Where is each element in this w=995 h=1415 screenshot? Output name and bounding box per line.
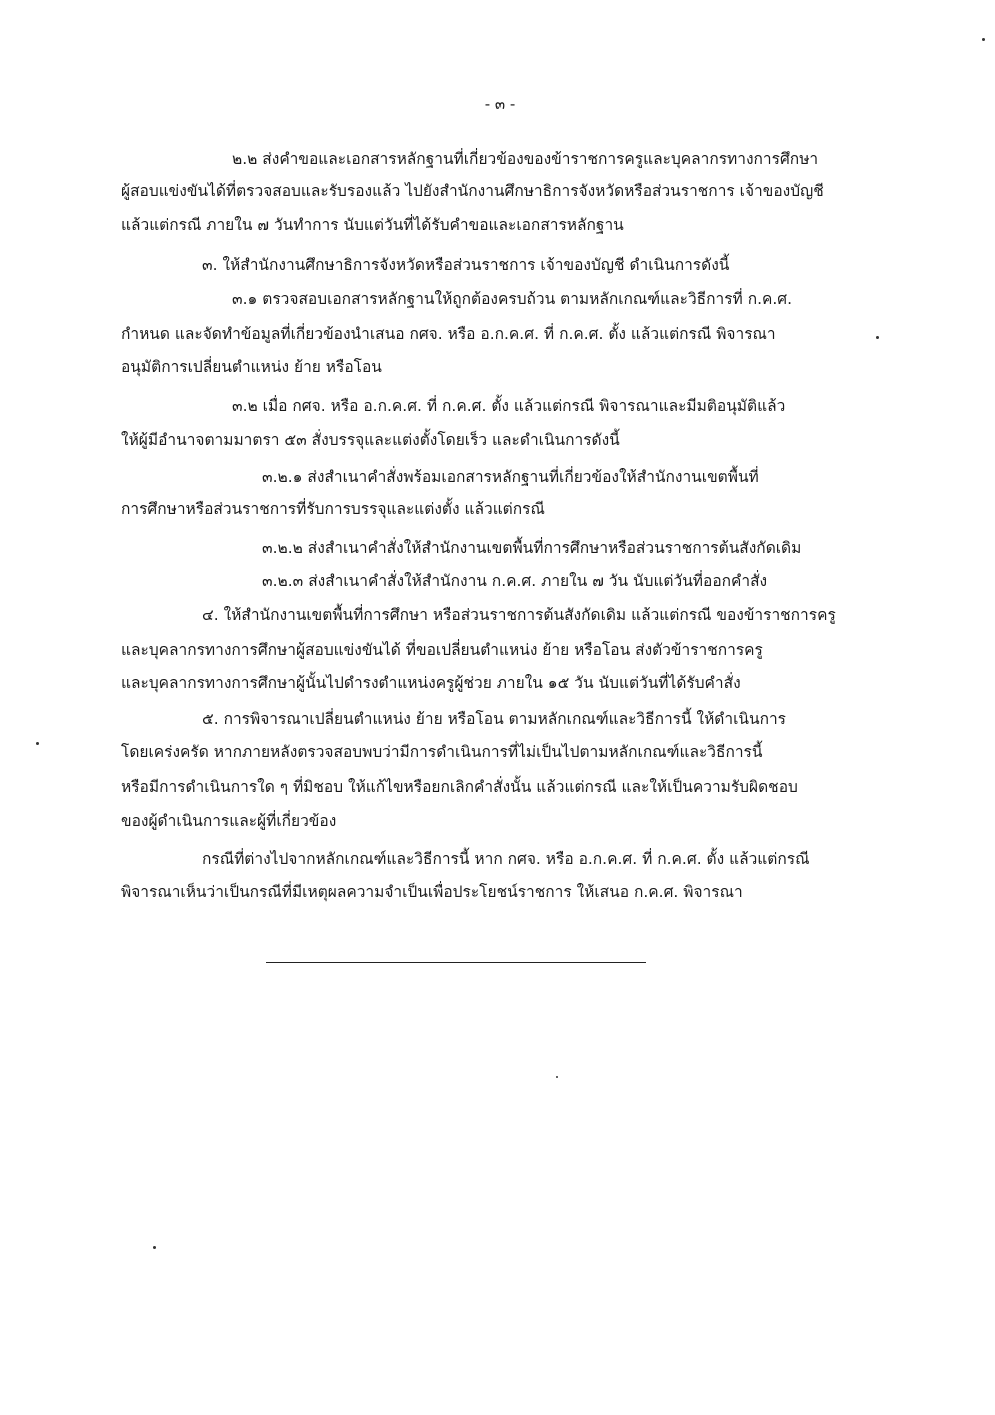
text-line: ๔. ให้สำนักงานเขตพื้นที่การศึกษา หรือส่วนราชการต้นสังกัดเดิม แล้วแต่กรณี ของข้าราชการครู bbox=[202, 606, 836, 624]
text-line: ๓.๒.๑ ส่งสำเนาคำสั่งพร้อมเอกสารหลักฐานที่เกี่ยวข้องให้สำนักงานเขตพื้นที่ bbox=[262, 468, 759, 486]
scan-speck bbox=[982, 38, 985, 41]
scan-speck bbox=[556, 1076, 558, 1078]
text-line: พิจารณาเห็นว่าเป็นกรณีที่มีเหตุผลความจำเป็นเพื่อประโยชน์ราชการ ให้เสนอ ก.ค.ศ. พิจารณา bbox=[121, 883, 743, 901]
text-line: ๕. การพิจารณาเปลี่ยนตำแหน่ง ย้าย หรือโอน ตามหลักเกณฑ์และวิธีการนี้ ให้ดำเนินการ bbox=[202, 710, 786, 728]
text-line: แล้วแต่กรณี ภายใน ๗ วันทำการ นับแต่วันที่ได้รับคำขอและเอกสารหลักฐาน bbox=[121, 216, 624, 234]
text-line: ๓.๒ เมื่อ กศจ. หรือ อ.ก.ค.ศ. ที่ ก.ค.ศ. ตั้ง แล้วแต่กรณี พิจารณาและมีมติอนุมัติแล้ว bbox=[232, 397, 786, 415]
text-line: อนุมัติการเปลี่ยนตำแหน่ง ย้าย หรือโอน bbox=[121, 358, 382, 376]
text-line: ๒.๒ ส่งคำขอและเอกสารหลักฐานที่เกี่ยวข้องของข้าราชการครูและบุคลากรทางการศึกษา bbox=[232, 150, 819, 168]
text-line: หรือมีการดำเนินการใด ๆ ที่มิชอบ ให้แก้ไขหรือยกเลิกคำสั่งนั้น แล้วแต่กรณี และให้เป็นความรับผิดชอบ bbox=[121, 778, 798, 796]
scan-speck bbox=[876, 336, 879, 339]
text-line: ของผู้ดำเนินการและผู้ที่เกี่ยวข้อง bbox=[121, 812, 337, 830]
text-line: กำหนด และจัดทำข้อมูลที่เกี่ยวข้องนำเสนอ กศจ. หรือ อ.ก.ค.ศ. ที่ ก.ค.ศ. ตั้ง แล้วแต่กรณี พิจารณา bbox=[121, 325, 776, 343]
text-line: ให้ผู้มีอำนาจตามมาตรา ๕๓ สั่งบรรจุและแต่งตั้งโดยเร็ว และดำเนินการดังนี้ bbox=[121, 431, 620, 449]
text-line: ๓.๒.๓ ส่งสำเนาคำสั่งให้สำนักงาน ก.ค.ศ. ภายใน ๗ วัน นับแต่วันที่ออกคำสั่ง bbox=[262, 572, 768, 590]
text-line: และบุคลากรทางการศึกษาผู้นั้นไปดำรงตำแหน่งครูผู้ช่วย ภายใน ๑๕ วัน นับแต่วันที่ได้รับคำสั่ง bbox=[121, 674, 741, 692]
text-line: โดยเคร่งครัด หากภายหลังตรวจสอบพบว่ามีการดำเนินการที่ไม่เป็นไปตามหลักเกณฑ์และวิธีการนี้ bbox=[121, 743, 763, 761]
text-line: การศึกษาหรือส่วนราชการที่รับการบรรจุและแต่งตั้ง แล้วแต่กรณี bbox=[121, 500, 545, 518]
text-line: และบุคลากรทางการศึกษาผู้สอบแข่งขันได้ ที่ขอเปลี่ยนตำแหน่ง ย้าย หรือโอน ส่งตัวข้าราชการครู bbox=[121, 641, 763, 659]
text-line: ๓. ให้สำนักงานศึกษาธิการจังหวัดหรือส่วนราชการ เจ้าของบัญชี ดำเนินการดังนี้ bbox=[202, 256, 730, 274]
scan-speck bbox=[153, 1246, 156, 1249]
text-line: ผู้สอบแข่งขันได้ที่ตรวจสอบและรับรองแล้ว ไปยังสำนักงานศึกษาธิการจังหวัดหรือส่วนราชการ เจ้าของบัญชี bbox=[121, 182, 824, 200]
scan-speck bbox=[36, 742, 39, 745]
text-line: กรณีที่ต่างไปจากหลักเกณฑ์และวิธีการนี้ หาก กศจ. หรือ อ.ก.ค.ศ. ที่ ก.ค.ศ. ตั้ง แล้วแต่กรณี bbox=[202, 850, 810, 868]
text-line: ๓.๑ ตรวจสอบเอกสารหลักฐานให้ถูกต้องครบถ้วน ตามหลักเกณฑ์และวิธีการที่ ก.ค.ศ. bbox=[232, 290, 793, 308]
text-line: ๓.๒.๒ ส่งสำเนาคำสั่งให้สำนักงานเขตพื้นที่การศึกษาหรือส่วนราชการต้นสังกัดเดิม bbox=[262, 539, 802, 557]
closing-rule bbox=[266, 962, 646, 963]
page-number: - ๓ - bbox=[484, 95, 516, 113]
